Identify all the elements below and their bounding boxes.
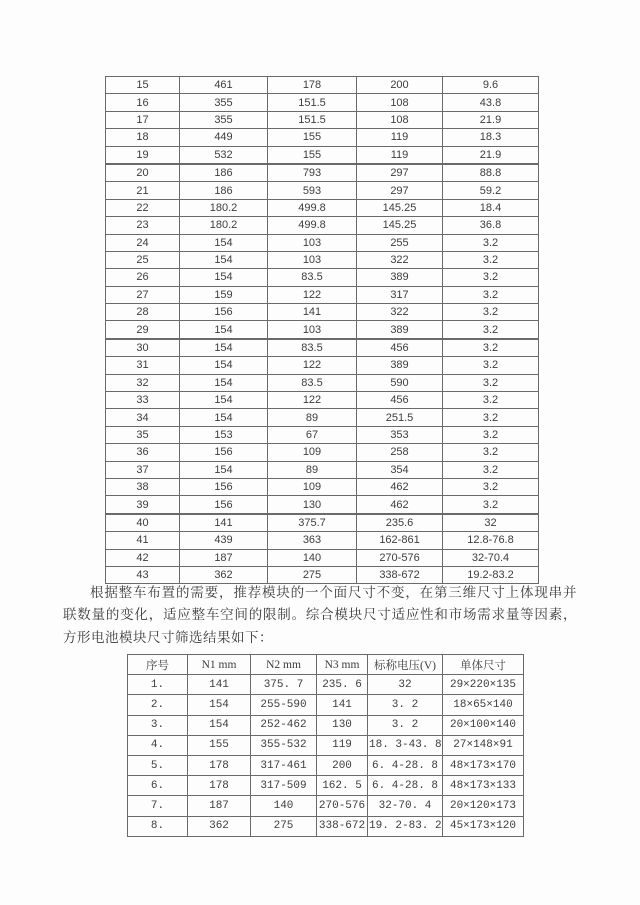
column-header: 序号	[128, 655, 188, 675]
table-cell: 154	[180, 321, 268, 339]
table-cell: 18. 3-43. 8	[368, 735, 443, 755]
table-cell: 363	[268, 532, 357, 549]
table-cell: 103	[268, 234, 357, 251]
table-cell: 1.	[128, 675, 188, 695]
table-cell: 154	[180, 251, 268, 268]
table-cell: 258	[357, 444, 443, 461]
table-cell: 3.2	[443, 496, 539, 514]
table-cell: 24	[106, 234, 180, 251]
table-cell: 48×173×133	[443, 776, 524, 796]
table-cell: 159	[180, 286, 268, 303]
table-cell: 145.25	[357, 199, 443, 216]
table-row	[106, 357, 539, 374]
column-header: N2 mm	[251, 655, 317, 675]
table-cell: 27	[106, 286, 180, 303]
table-row	[106, 374, 539, 391]
column-header: N1 mm	[188, 655, 251, 675]
table-cell: 48×173×170	[443, 755, 524, 775]
table-cell: 21.9	[443, 146, 539, 164]
table-cell: 17	[106, 111, 180, 128]
table-cell: 154	[180, 392, 268, 409]
table-cell: 354	[357, 461, 443, 478]
table-cell: 23	[106, 217, 180, 234]
module-dimension-table-body	[106, 77, 539, 584]
table-cell: 255	[357, 234, 443, 251]
table-cell: 18.4	[443, 199, 539, 216]
table-cell: 353	[357, 426, 443, 443]
table-cell: 462	[357, 478, 443, 495]
table-cell: 154	[180, 339, 268, 357]
table-cell: 3.2	[443, 304, 539, 321]
table-cell: 30	[106, 339, 180, 357]
table-row	[128, 796, 524, 816]
table-row	[128, 776, 524, 796]
table-cell: 26	[106, 269, 180, 286]
table-cell: 187	[180, 549, 268, 566]
table-cell: 21	[106, 182, 180, 199]
table-row	[106, 409, 539, 426]
table-cell: 122	[268, 357, 357, 374]
table-cell: 27×148×91	[443, 735, 524, 755]
table-cell: 2.	[128, 695, 188, 715]
table-cell: 156	[180, 496, 268, 514]
table-cell: 43.8	[443, 94, 539, 111]
table-cell: 389	[357, 269, 443, 286]
table-row	[106, 426, 539, 443]
table-cell: 3.2	[443, 392, 539, 409]
table-cell: 178	[268, 77, 357, 94]
table-cell: 3.2	[443, 286, 539, 303]
table-cell: 154	[180, 461, 268, 478]
table-cell: 16	[106, 94, 180, 111]
table-cell: 252-462	[251, 715, 317, 735]
table-cell: 41	[106, 532, 180, 549]
table-cell: 140	[251, 796, 317, 816]
table-cell: 3.2	[443, 251, 539, 268]
table-cell: 153	[180, 426, 268, 443]
table-cell: 109	[268, 444, 357, 461]
table-cell: 162-861	[357, 532, 443, 549]
table-cell: 141	[317, 695, 368, 715]
table-cell: 317-461	[251, 755, 317, 775]
table-cell: 42	[106, 549, 180, 566]
table-cell: 83.5	[268, 339, 357, 357]
table-cell: 338-672	[317, 816, 368, 836]
table-cell: 20×120×173	[443, 796, 524, 816]
body-paragraph: 根据整车布置的需要，推荐模块的一个面尺寸不变，在第三维尺寸上体现串并联数量的变化，适应整车空间的限制。综合模块尺寸适应性和市场需求量等因素，方形电池模块尺寸筛选结果如下：	[63, 585, 577, 645]
table-cell: 355	[180, 94, 268, 111]
table-row	[106, 129, 539, 146]
table-cell: 151.5	[268, 111, 357, 128]
table-row	[106, 217, 539, 234]
table-row	[106, 182, 539, 199]
table-cell: 145.25	[357, 217, 443, 234]
table-cell: 186	[180, 182, 268, 199]
table-cell: 3.2	[443, 426, 539, 443]
table-cell: 9.6	[443, 77, 539, 94]
table-cell: 140	[268, 549, 357, 566]
screening-result-table	[127, 654, 524, 837]
table-cell: 461	[180, 77, 268, 94]
table-cell: 297	[357, 182, 443, 199]
table-cell: 156	[180, 304, 268, 321]
table-cell: 3.2	[443, 234, 539, 251]
table-row	[128, 695, 524, 715]
table-cell: 270-576	[357, 549, 443, 566]
column-header: N3 mm	[317, 655, 368, 675]
table-cell: 36	[106, 444, 180, 461]
table-row	[106, 444, 539, 461]
table-cell: 122	[268, 392, 357, 409]
table-cell: 15	[106, 77, 180, 94]
table-cell: 3.2	[443, 444, 539, 461]
table-cell: 39	[106, 496, 180, 514]
table-cell: 38	[106, 478, 180, 495]
table-row	[128, 675, 524, 695]
table-row	[106, 251, 539, 268]
table-cell: 3. 2	[368, 715, 443, 735]
table-cell: 322	[357, 304, 443, 321]
table-row	[106, 164, 539, 182]
table-cell: 119	[357, 146, 443, 164]
table-cell: 5.	[128, 755, 188, 775]
table-cell: 130	[268, 496, 357, 514]
table-cell: 19.2-83.2	[443, 566, 539, 583]
table-cell: 322	[357, 251, 443, 268]
table-cell: 590	[357, 374, 443, 391]
table-cell: 6. 4-28. 8	[368, 755, 443, 775]
table-row	[106, 234, 539, 251]
table-cell: 162. 5	[317, 776, 368, 796]
table-cell: 362	[180, 566, 268, 583]
table-cell: 462	[357, 496, 443, 514]
table-cell: 89	[268, 409, 357, 426]
table-cell: 32	[443, 514, 539, 532]
table-row	[106, 199, 539, 216]
table-cell: 180.2	[180, 217, 268, 234]
table-row	[106, 496, 539, 514]
table-cell: 19	[106, 146, 180, 164]
table-cell: 32	[106, 374, 180, 391]
table-cell: 270-576	[317, 796, 368, 816]
table-cell: 3.2	[443, 478, 539, 495]
table-cell: 317	[357, 286, 443, 303]
table-cell: 141	[268, 304, 357, 321]
table-cell: 8.	[128, 816, 188, 836]
table-cell: 141	[188, 675, 251, 695]
table-row	[106, 478, 539, 495]
table-cell: 29	[106, 321, 180, 339]
table-cell: 3.2	[443, 339, 539, 357]
table-cell: 83.5	[268, 374, 357, 391]
table-cell: 67	[268, 426, 357, 443]
table-cell: 235.6	[357, 514, 443, 532]
table-cell: 297	[357, 164, 443, 182]
table-cell: 255-590	[251, 695, 317, 715]
table-cell: 180.2	[180, 199, 268, 216]
table-row	[128, 735, 524, 755]
table-cell: 389	[357, 321, 443, 339]
table-cell: 317-509	[251, 776, 317, 796]
table-cell: 119	[357, 129, 443, 146]
table-cell: 155	[268, 146, 357, 164]
table-cell: 155	[188, 735, 251, 755]
table-cell: 499.8	[268, 199, 357, 216]
table-row	[106, 392, 539, 409]
table-cell: 34	[106, 409, 180, 426]
table-cell: 43	[106, 566, 180, 583]
column-header: 单体尺寸	[443, 655, 524, 675]
table-cell: 200	[317, 755, 368, 775]
table-cell: 36.8	[443, 217, 539, 234]
table-cell: 3.2	[443, 357, 539, 374]
table-cell: 141	[180, 514, 268, 532]
column-header: 标称电压(V)	[368, 655, 443, 675]
table-cell: 156	[180, 478, 268, 495]
table-cell: 33	[106, 392, 180, 409]
table-cell: 109	[268, 478, 357, 495]
table-cell: 449	[180, 129, 268, 146]
table-cell: 389	[357, 357, 443, 374]
table-cell: 3.2	[443, 321, 539, 339]
table-cell: 108	[357, 94, 443, 111]
table-row	[106, 94, 539, 111]
table-cell: 25	[106, 251, 180, 268]
table-cell: 59.2	[443, 182, 539, 199]
table-cell: 154	[188, 715, 251, 735]
table-cell: 3.2	[443, 409, 539, 426]
table-row	[106, 514, 539, 532]
table-cell: 31	[106, 357, 180, 374]
table-row	[106, 286, 539, 303]
table-cell: 89	[268, 461, 357, 478]
table-cell: 439	[180, 532, 268, 549]
table-cell: 499.8	[268, 217, 357, 234]
table-row	[106, 321, 539, 339]
table-row	[106, 304, 539, 321]
table-cell: 35	[106, 426, 180, 443]
table-cell: 103	[268, 321, 357, 339]
table-cell: 251.5	[357, 409, 443, 426]
table-row	[106, 146, 539, 164]
table-header-row	[128, 655, 524, 675]
table-cell: 235. 6	[317, 675, 368, 695]
screening-result-table-body	[128, 675, 524, 837]
table-cell: 793	[268, 164, 357, 182]
table-cell: 155	[268, 129, 357, 146]
table-cell: 119	[317, 735, 368, 755]
table-cell: 45×173×120	[443, 816, 524, 836]
table-cell: 200	[357, 77, 443, 94]
table-cell: 593	[268, 182, 357, 199]
table-cell: 186	[180, 164, 268, 182]
module-dimension-table	[105, 76, 539, 584]
table-cell: 122	[268, 286, 357, 303]
table-cell: 32-70. 4	[368, 796, 443, 816]
table-cell: 6. 4-28. 8	[368, 776, 443, 796]
table-row	[106, 461, 539, 478]
table-cell: 4.	[128, 735, 188, 755]
table-cell: 103	[268, 251, 357, 268]
table-cell: 18	[106, 129, 180, 146]
table-cell: 6.	[128, 776, 188, 796]
table-row	[106, 532, 539, 549]
table-cell: 22	[106, 199, 180, 216]
table-cell: 375. 7	[251, 675, 317, 695]
table-cell: 28	[106, 304, 180, 321]
table-cell: 18×65×140	[443, 695, 524, 715]
table-cell: 7.	[128, 796, 188, 816]
table-cell: 88.8	[443, 164, 539, 182]
table-cell: 362	[188, 816, 251, 836]
table-cell: 154	[180, 374, 268, 391]
table-cell: 20	[106, 164, 180, 182]
table-cell: 154	[188, 695, 251, 715]
table-cell: 32-70.4	[443, 549, 539, 566]
table-cell: 40	[106, 514, 180, 532]
table-cell: 156	[180, 444, 268, 461]
table-row	[106, 111, 539, 128]
table-cell: 3.2	[443, 374, 539, 391]
table-row	[106, 269, 539, 286]
table-row	[128, 715, 524, 735]
table-row	[128, 755, 524, 775]
table-cell: 37	[106, 461, 180, 478]
table-cell: 456	[357, 392, 443, 409]
table-cell: 355-532	[251, 735, 317, 755]
table-cell: 3. 2	[368, 695, 443, 715]
table-cell: 178	[188, 776, 251, 796]
table-cell: 178	[188, 755, 251, 775]
table-cell: 29×220×135	[443, 675, 524, 695]
table-cell: 375.7	[268, 514, 357, 532]
table-cell: 154	[180, 234, 268, 251]
table-cell: 20×100×140	[443, 715, 524, 735]
table-cell: 532	[180, 146, 268, 164]
table-cell: 154	[180, 357, 268, 374]
table-row	[106, 549, 539, 566]
table-cell: 187	[188, 796, 251, 816]
table-cell: 275	[251, 816, 317, 836]
table-cell: 18.3	[443, 129, 539, 146]
table-row	[106, 339, 539, 357]
table-cell: 32	[368, 675, 443, 695]
table-cell: 355	[180, 111, 268, 128]
table-cell: 3.2	[443, 461, 539, 478]
table-cell: 19. 2-83. 2	[368, 816, 443, 836]
table-cell: 21.9	[443, 111, 539, 128]
table-cell: 338-672	[357, 566, 443, 583]
table-cell: 3.2	[443, 269, 539, 286]
table-cell: 154	[180, 409, 268, 426]
table-cell: 130	[317, 715, 368, 735]
table-row	[106, 77, 539, 94]
table-row	[128, 816, 524, 836]
table-cell: 151.5	[268, 94, 357, 111]
table-cell: 275	[268, 566, 357, 583]
table-cell: 12.8-76.8	[443, 532, 539, 549]
table-cell: 83.5	[268, 269, 357, 286]
table-cell: 108	[357, 111, 443, 128]
table-cell: 154	[180, 269, 268, 286]
table-cell: 3.	[128, 715, 188, 735]
table-cell: 456	[357, 339, 443, 357]
